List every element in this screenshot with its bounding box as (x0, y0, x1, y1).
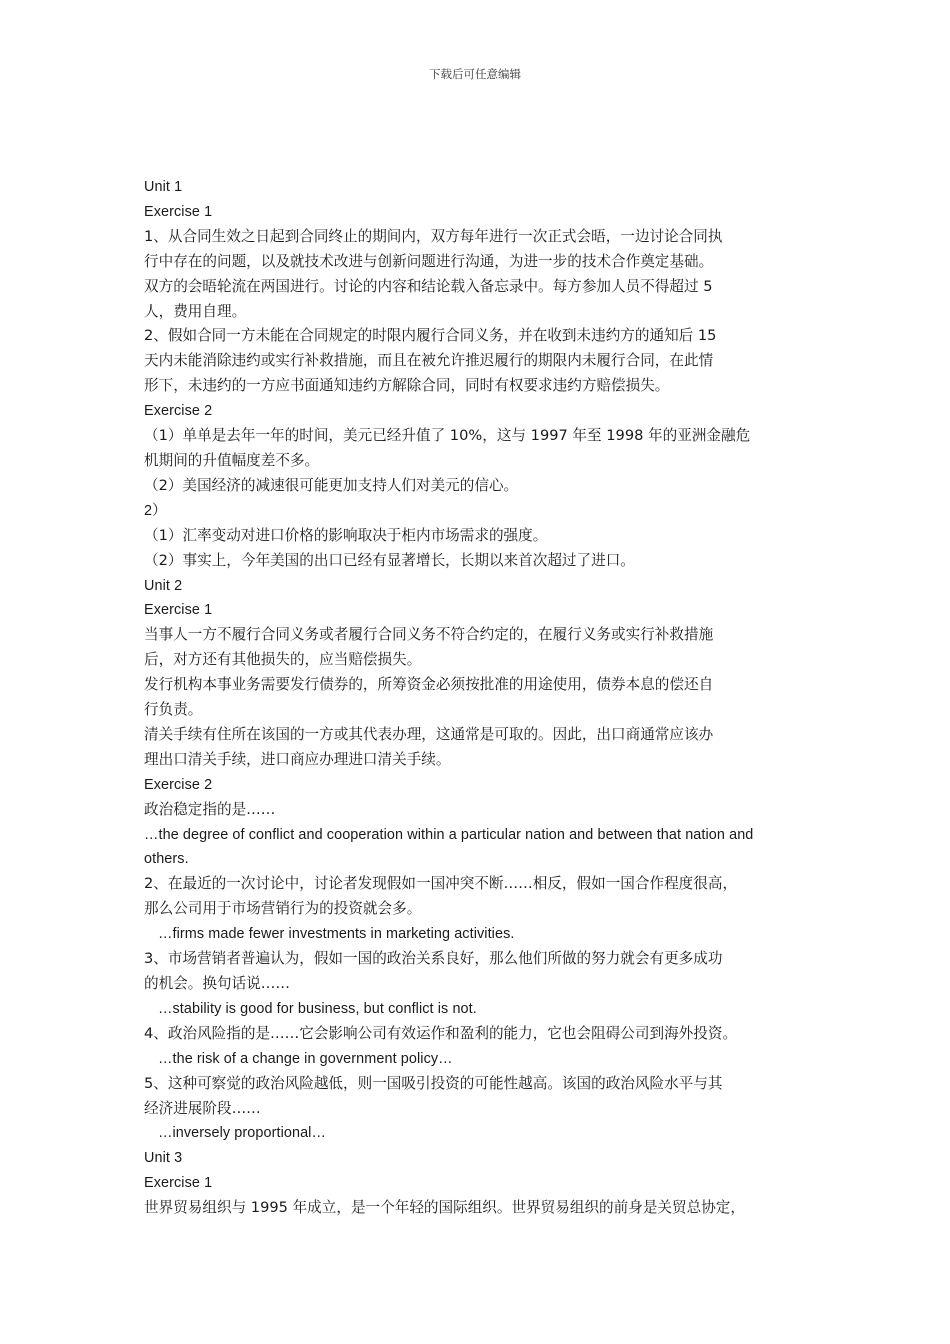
paragraph-line: （1）单单是去年一年的时间，美元已经升值了 10%，这与 1997 年至 1998 年的亚洲金融危 (144, 427, 751, 445)
paragraph-line: 天内未能消除违约或实行补救措施，而且在被允许推迟履行的期限内未履行合同，在此情 (144, 352, 714, 370)
paragraph-line: 行负责。 (144, 701, 203, 719)
paragraph-line: 的机会。换句话说…… (144, 975, 290, 992)
paragraph-line: 后，对方还有其他损失的，应当赔偿损失。 (144, 651, 422, 669)
paragraph-line: 2） (144, 502, 167, 519)
paragraph-line: 经济进展阶段…… (144, 1099, 261, 1117)
paragraph-line: 1、从合同生效之日起到合同终止的期间内，双方每年进行一次正式会晤，一边讨论合同执 (144, 227, 723, 245)
exercise-heading: Exercise 1 (144, 1175, 213, 1192)
paragraph-line: 5、这种可察觉的政治风险越低，则一国吸引投资的可能性越高。该国的政治风险水平与其 (144, 1074, 723, 1092)
english-answer-line: others. (144, 851, 189, 868)
paragraph-line: 4、政治风险指的是……它会影响公司有效运作和盈利的能力，它也会阻碍公司到海外投资。 (144, 1024, 738, 1042)
paragraph-line: 2、假如合同一方未能在合同规定的时限内履行合同义务，并在收到未违约方的通知后 15 (144, 327, 717, 345)
paragraph-line: 政治稳定指的是…… (144, 800, 276, 818)
exercise-heading: Exercise 1 (144, 203, 213, 220)
english-answer-line: …the risk of a change in government policy… (158, 1050, 453, 1067)
exercise-heading: Exercise 2 (144, 776, 213, 793)
paragraph-line: （2）美国经济的减速很可能更加支持人们对美元的信心。 (144, 476, 519, 494)
paragraph-line: 形下，未违约的一方应书面通知违约方解除合同，同时有权要求违约方赔偿损失。 (144, 377, 670, 395)
paragraph-line: 2、在最近的一次讨论中，讨论者发现假如一国冲突不断……相反，假如一国合作程度很高， (144, 875, 738, 893)
paragraph-line: 发行机构本事业务需要发行债券的，所筹资金必须按批准的用途使用，债券本息的偿还自 (144, 676, 714, 694)
paragraph-line: 人，费用自理。 (144, 302, 247, 320)
english-answer-line: …stability is good for business, but conflict is not. (158, 1000, 477, 1017)
unit-heading: Unit 1 (144, 179, 183, 195)
page-header: 下载后可任意编辑 (429, 67, 521, 81)
unit-heading: Unit 3 (144, 1150, 183, 1167)
english-answer-line: …inversely proportional… (158, 1125, 326, 1142)
unit-heading: Unit 2 (144, 577, 183, 594)
paragraph-line: （1）汇率变动对进口价格的影响取决于柜内市场需求的强度。 (144, 526, 548, 544)
document-body (144, 175, 824, 1221)
exercise-heading: Exercise 2 (144, 403, 213, 420)
paragraph-line: 行中存在的问题，以及就技术改进与创新问题进行沟通，为进一步的技术合作奠定基础。 (144, 252, 714, 270)
paragraph-line: 当事人一方不履行合同义务或者履行合同义务不符合约定的，在履行义务或实行补救措施 (144, 626, 714, 644)
paragraph-line: 机期间的升值幅度差不多。 (144, 451, 320, 469)
english-answer-line: …the degree of conflict and cooperation within a particular nation and between that nation and (144, 826, 754, 843)
paragraph-line: 世界贸易组织与 1995 年成立，是一个年轻的国际组织。世界贸易组织的前身是关贸总协定， (144, 1199, 745, 1217)
english-answer-line: …firms made fewer investments in marketing activities. (158, 926, 515, 943)
paragraph-line: 理出口清关手续，进口商应办理进口清关手续。 (144, 750, 451, 768)
paragraph-line: 双方的会晤轮流在两国进行。讨论的内容和结论载入备忘录中。每方参加人员不得超过 5 (144, 277, 713, 295)
paragraph-line: 清关手续有住所在该国的一方或其代表办理，这通常是可取的。因此，出口商通常应该办 (144, 725, 714, 743)
exercise-heading: Exercise 1 (144, 602, 213, 619)
paragraph-line: 那么公司用于市场营销行为的投资就会多。 (144, 900, 422, 918)
paragraph-line: 3、市场营销者普遍认为，假如一国的政治关系良好，那么他们所做的努力就会有更多成功 (144, 950, 723, 968)
paragraph-line: （2）事实上，今年美国的出口已经有显著增长，长期以来首次超过了进口。 (144, 551, 635, 569)
